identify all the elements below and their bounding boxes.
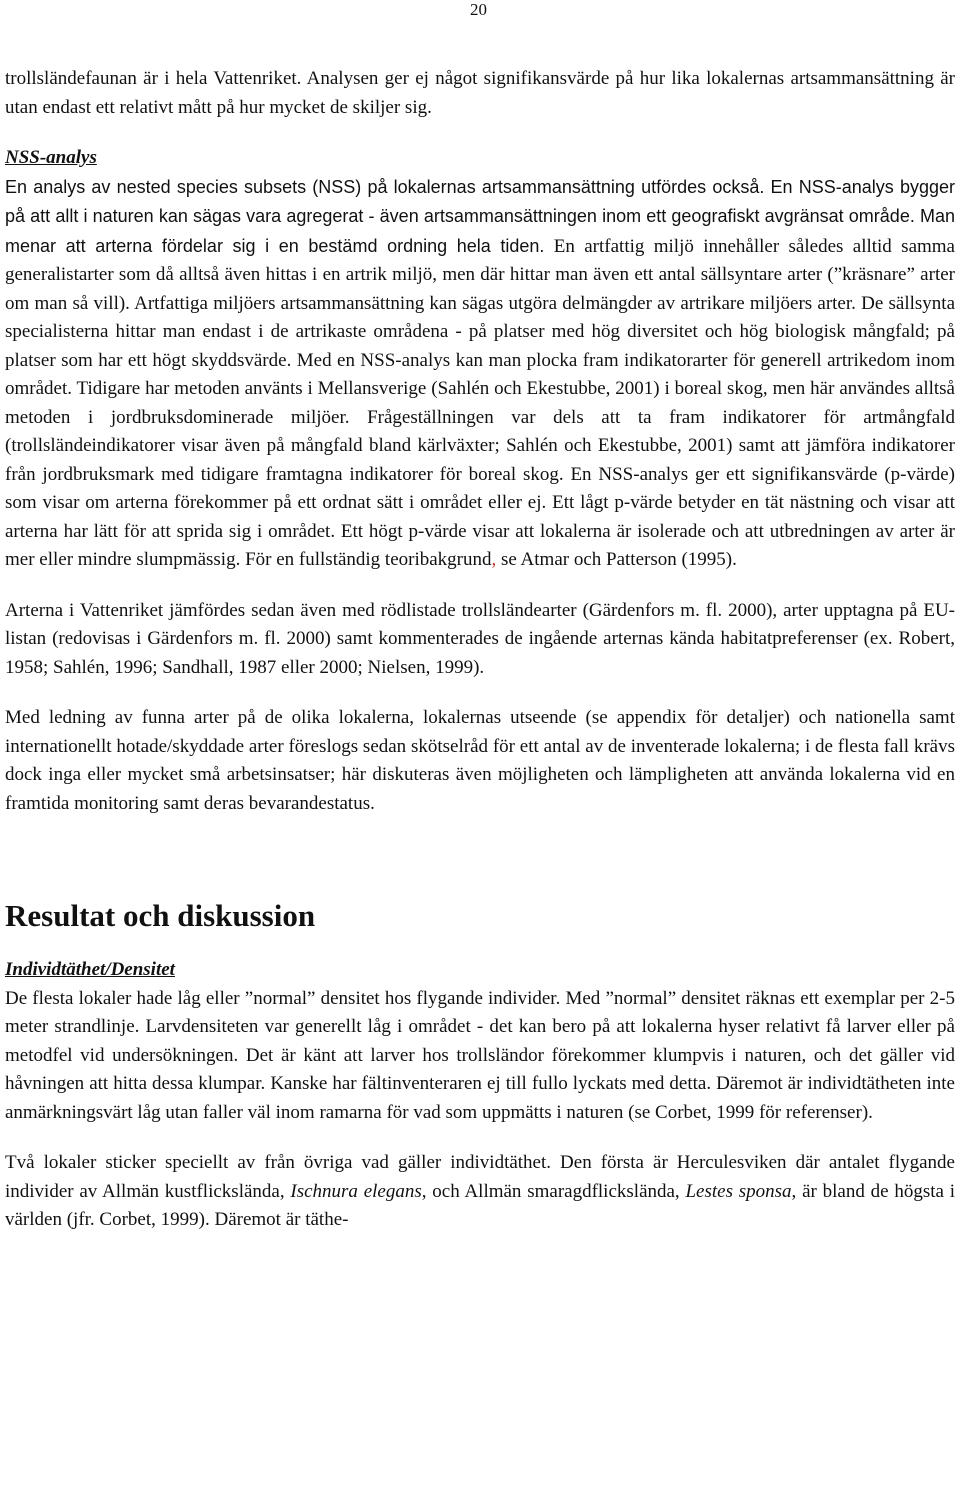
density-paragraph: De flesta lokaler hade låg eller ”normal” densitet hos flygande individer. Med ”normal” densitet räknas ett exemplar per 2-5 meter strandlinje. Larvdensiteten var generellt låg i området - det kan bero på att lokalerna hyser relativt få larver eller på metodfel vid undersökningen. Det är känt att larver hos trollsländor förekommer klumpvis i naturen, och det gäller vid håvningen att hitta dessa klumpar. Kanske har fältinventeraren ej till fullo lyckats med detta. Däremot är individtätheten inte anmärkningsvärt låg utan faller väl inom ramarna för vad som uppmätts i naturen (se Corbet, 1999 för referenser).	[5, 987, 955, 1123]
nss-red-comma: ,	[491, 549, 497, 570]
guidance-paragraph: Med ledning av funna arter på de olika lokalerna, lokalernas utseende (se appendix för detaljer) och nationella samt internationellt hotade/skyddade arter föreslogs sedan skötselråd för ett antal av de inventerade lokalerna; i de flesta fall krävs dock inga eller mycket små arbetsinsatser; här diskuteras även möjligheten och lämpligheten att använda lokalerna vid en framtida monitoring samt deras bevarandestatus.	[5, 707, 955, 814]
nss-heading-text: NSS-analys	[5, 147, 97, 168]
spacer	[5, 682, 955, 704]
species-ischnura-elegans: Ischnura elegans	[290, 1180, 422, 1202]
spacer	[5, 575, 955, 597]
results-heading: Resultat och diskussion	[5, 898, 316, 933]
spacer	[5, 1127, 955, 1149]
page-content	[5, 65, 955, 1235]
nss-paragraph	[5, 173, 955, 575]
locales-text-a: Två lokaler sticker speciellt av från övriga vad gäller individtäthet. Den första är Herculesviken där antalet flygande individer av Allmän kustflickslända,	[5, 1152, 955, 1202]
locales-text-b: , och Allmän smaragdflickslända,	[421, 1180, 686, 1202]
density-heading	[5, 956, 955, 985]
redlist-paragraph: Arterna i Vattenriket jämfördes sedan även med rödlistade trollsländearter (Gärdenfors m. fl. 2000), arter upptagna på EU-listan (redovisas i Gärdenfors m. fl. 2000) samt kommenterades de ingående arternas kända habitatpreferenser (ex. Robert, 1958; Sahlén, 1996; Sandhall, 1987 eller 2000; Nielsen, 1999).	[5, 599, 955, 678]
spacer	[5, 122, 955, 144]
nss-heading	[5, 144, 955, 173]
intro-paragraph: trollsländefaunan är i hela Vattenriket. Analysen ger ej något signifikansvärde på hur lika lokalernas artsammansättning är utan endast ett relativt mått på hur mycket de skiljer sig.	[5, 68, 955, 118]
nss-sentence-3: se Atmar och Patterson (1995).	[496, 549, 737, 570]
locales-paragraph	[5, 1149, 955, 1235]
locales-text-c: , är bland de högsta i världen (jfr. Corbet, 1999). Däremot är täthe-	[5, 1180, 955, 1230]
density-heading-text: Individtäthet/Densitet	[5, 959, 175, 980]
nss-sentence-2: En artfattig miljö innehåller således alltid samma generalistarter som då alltså även hittas i en artrik miljö, men där hittar man även ett antal sällsyntare arter (”kräsnare” arter om man så vill). Artfattiga miljöers artsammansättning kan sägas utgöra delmängder av artrikare miljöers arter. De sällsynta specialisterna hittar man endast i de artrikaste områdena - på platser med hög diversitet och hög biologisk mångfald; på platser som har ett högt skyddsvärde. Med en NSS-analys kan man plocka fram indikatorarter för generell artrikedom inom området. Tidigare har metoden använts i Mellansverige (Sahlén och Ekestubbe, 2001) i boreal skog, men här användes alltså metoden i jordbruksdominerade miljöer. Frågeställningen var dels att ta fram indikatorer för artmångfald (trollsländeindikatorer visar även på mångfald bland kärlväxter; Sahlén och Ekestubbe, 2001) samt att jämföra indikatorer från jordbruksmark med tidigare framtagna indikatorer för boreal skog. En NSS-analys ger ett signifikansvärde (p-värde) som visar om arterna förekommer på ett ordnat sätt i området eller ej. Ett lågt p-värde betyder en tät nästning och visar att arterna har lätt för att sprida sig i området. Ett högt p-värde visar att lokalerna är isolerade och att utbredningen av arter är mer eller mindre slumpmässig. För en fullständig teoribakgrund	[5, 235, 955, 570]
page-number: 20	[470, 0, 487, 19]
spacer	[5, 818, 955, 896]
species-lestes-sponsa: Lestes sponsa	[685, 1180, 792, 1202]
nss-sentence-1: En analys av nested species subsets (NSS) på lokalernas artsammansättning utfördes också. En NSS-analys bygger på att allt i naturen kan sägas vara agregerat - även artsammansättningen inom ett geografiskt avgränsat område. Man menar att arterna fördelar sig i en bestämd ordning hela tiden.	[5, 176, 955, 256]
